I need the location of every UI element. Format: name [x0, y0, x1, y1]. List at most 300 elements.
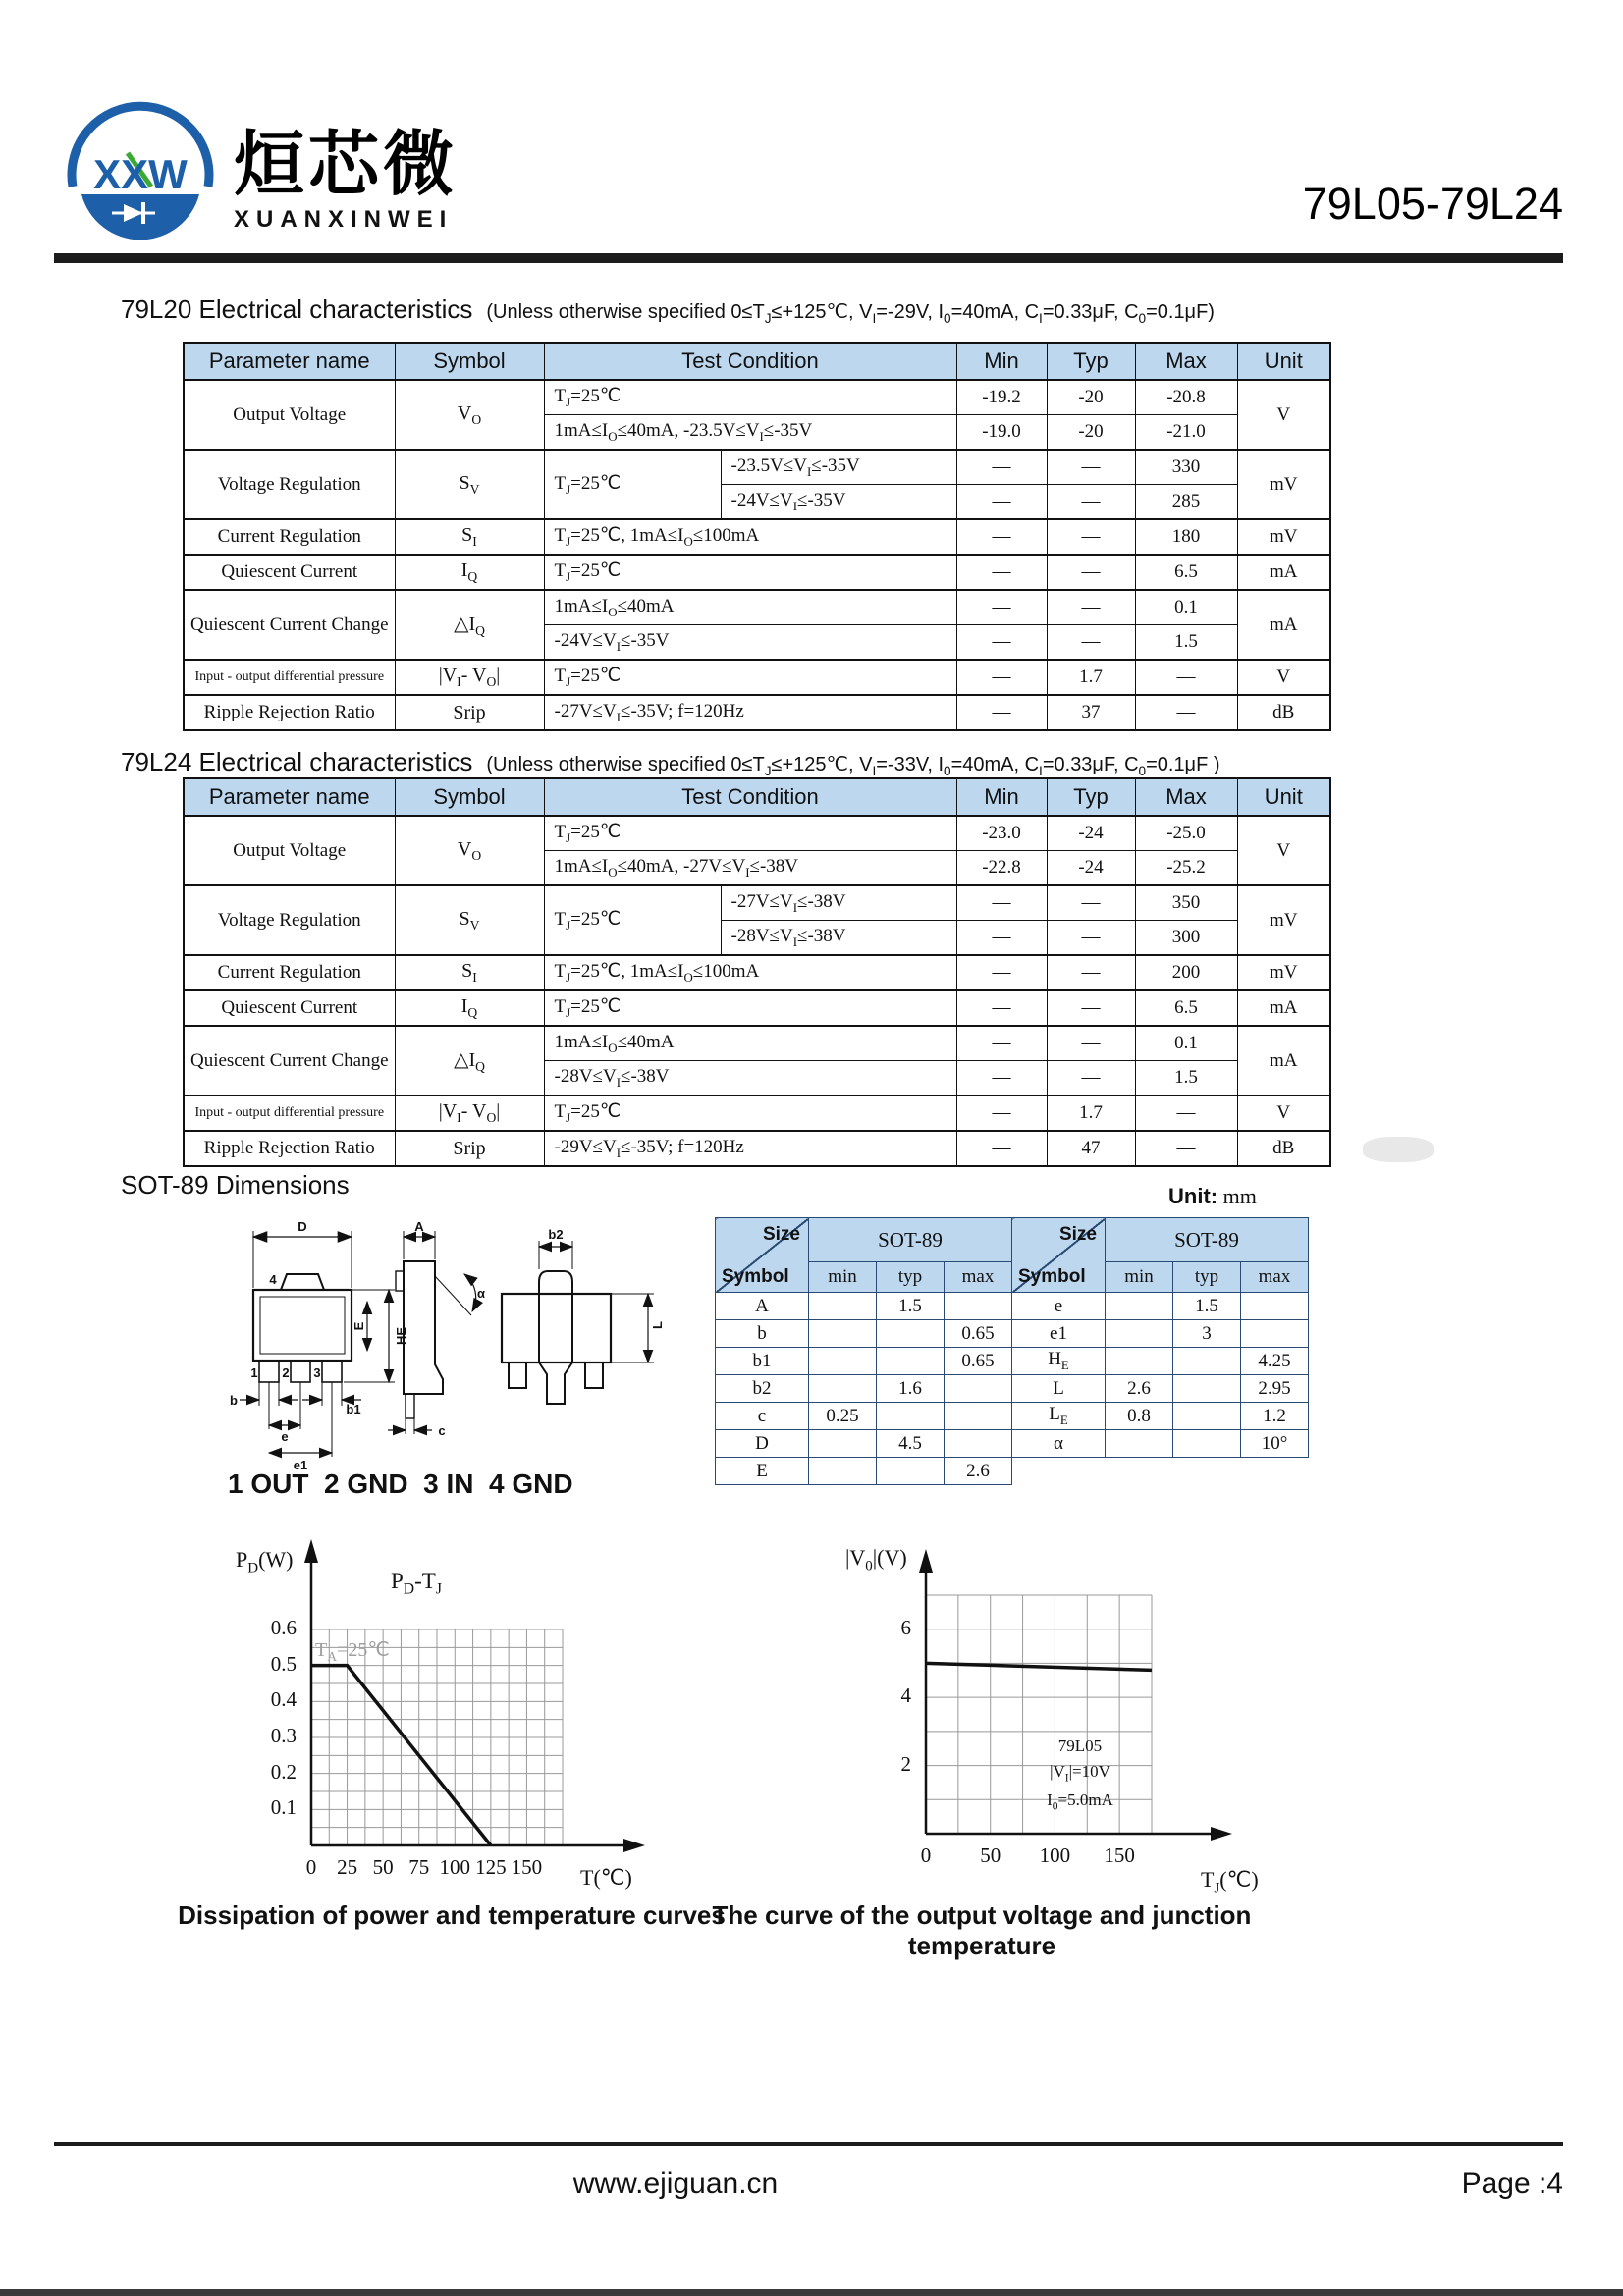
table-cell: 0.8 — [1106, 1403, 1173, 1430]
table-cell: Output Voltage — [184, 380, 395, 450]
x-tick-label: 125 — [475, 1855, 507, 1879]
table-row — [184, 885, 1330, 921]
column-header: Symbol — [395, 778, 544, 816]
table-cell: 1.7 — [1047, 1095, 1135, 1131]
table-cell — [945, 1430, 1012, 1458]
table-cell: 47 — [1047, 1131, 1135, 1166]
table-cell: — — [1047, 990, 1135, 1026]
table-cell: L — [1012, 1375, 1106, 1403]
table-cell: V — [1237, 1095, 1330, 1131]
section-title: SOT-89 Dimensions — [121, 1170, 350, 1200]
table-cell — [809, 1348, 877, 1375]
table-cell: Quiescent Current — [184, 555, 395, 590]
table-cell: mA — [1237, 555, 1330, 590]
unit-label: Unit: — [1168, 1184, 1218, 1208]
table-cell: 0.25 — [809, 1403, 877, 1430]
table-row — [716, 1403, 1309, 1430]
table-cell: 1.6 — [877, 1375, 945, 1403]
table-cell: E — [716, 1458, 809, 1485]
table-cell — [945, 1375, 1012, 1403]
footer-rule — [54, 2142, 1563, 2146]
table-cell — [809, 1320, 877, 1348]
section-heading-79l20 — [121, 294, 1215, 326]
table-cell: 0.1 — [1135, 590, 1237, 625]
table-row — [184, 955, 1330, 990]
table-cell: $S_I$ — [395, 519, 544, 555]
x-tick-label: 25 — [337, 1855, 358, 1879]
sot89-dimensions-table — [715, 1217, 1309, 1485]
table-cell: V — [1237, 816, 1330, 885]
table-cell: mA — [1237, 1026, 1330, 1095]
table-cell: $\triangle I_Q$ — [395, 1026, 544, 1095]
table-cell: 2.6 — [945, 1458, 1012, 1485]
x-tick-label: 0 — [920, 1843, 932, 1867]
empty-cell — [1012, 1458, 1309, 1485]
table-cell: — — [1135, 1095, 1237, 1131]
table-row — [184, 380, 1330, 415]
y-axis-label: $P_D(W)$ — [236, 1547, 294, 1576]
table-cell: mV — [1237, 450, 1330, 519]
table-row — [716, 1348, 1309, 1375]
y-tick-label: 2 — [900, 1751, 911, 1776]
table-cell: 6.5 — [1135, 990, 1237, 1026]
column-header: Symbol — [395, 343, 544, 380]
table-cell: -24 — [1047, 816, 1135, 851]
table-cell: — — [956, 660, 1047, 695]
section-title: 79L20 Electrical characteristics — [121, 294, 473, 324]
table-cell: 4.5 — [877, 1430, 945, 1458]
website-url: www.ejiguan.cn — [572, 2167, 779, 2200]
table-cell: $|V_I-$ $V_O|$ — [395, 1095, 544, 1131]
electrical-characteristics-table-79l24 — [183, 777, 1331, 1167]
table-cell: — — [956, 555, 1047, 590]
table-cell: $T_J=25℃$ — [544, 816, 956, 851]
table-cell — [1241, 1293, 1309, 1320]
subcolumn-header: min — [1106, 1262, 1173, 1293]
table-row — [184, 1026, 1330, 1061]
table-cell — [1173, 1375, 1241, 1403]
table-cell: — — [956, 955, 1047, 990]
table-cell: 1.5 — [1173, 1293, 1241, 1320]
table-cell — [1106, 1348, 1173, 1375]
table-cell: $V_O$ — [395, 816, 544, 885]
y-axis-label: $|V_0|(V)$ — [845, 1545, 907, 1575]
table-cell: — — [1047, 625, 1135, 661]
table-cell: — — [1047, 1026, 1135, 1061]
column-header: Max — [1135, 778, 1237, 816]
table-cell: 10° — [1241, 1430, 1309, 1458]
package-name-header: SOT-89 — [809, 1218, 1012, 1262]
table-cell: mV — [1237, 955, 1330, 990]
table-cell — [945, 1403, 1012, 1430]
table-cell: 4.25 — [1241, 1348, 1309, 1375]
x-tick-label: 50 — [372, 1855, 394, 1879]
table-cell: 0.65 — [945, 1348, 1012, 1375]
table-cell: Ripple Rejection Ratio — [184, 1131, 395, 1166]
subcolumn-header: max — [945, 1262, 1012, 1293]
table-cell: $-28V\le V_I\le-38V$ — [721, 921, 956, 956]
table-cell: — — [1047, 450, 1135, 485]
table-row — [184, 1131, 1330, 1166]
chart-caption: The curve of the output voltage and junction temperature — [712, 1900, 1252, 1960]
table-header-row — [716, 1218, 1309, 1262]
table-cell: — — [1047, 921, 1135, 956]
column-header: Min — [956, 778, 1047, 816]
table-cell: 2.95 — [1241, 1375, 1309, 1403]
table-cell: $T_J=25℃$ — [544, 450, 721, 519]
section-heading-79l24 — [121, 747, 1220, 778]
table-cell: Output Voltage — [184, 816, 395, 885]
table-cell: Input - output differential pressure — [184, 660, 395, 695]
pin2-label: 2 — [282, 1365, 290, 1380]
table-cell — [877, 1348, 945, 1375]
table-cell: — — [956, 450, 1047, 485]
y-tick-label: 4 — [900, 1683, 911, 1708]
table-cell: 330 — [1135, 450, 1237, 485]
table-cell — [877, 1403, 945, 1430]
electrical-characteristics-table-79l20 — [183, 342, 1331, 731]
table-cell: -22.8 — [956, 851, 1047, 886]
table-cell: $H_E$ — [1012, 1348, 1106, 1375]
chart-output-voltage-vs-temperature — [839, 1523, 1311, 1926]
x-tick-label: 0 — [305, 1855, 317, 1879]
table-cell: $|V_I-$ $V_O|$ — [395, 660, 544, 695]
x-tick-label: 100 — [439, 1855, 471, 1879]
table-cell — [1173, 1403, 1241, 1430]
table-cell: $T_J=25℃$ — [544, 990, 956, 1026]
dim-label-L: L — [650, 1321, 665, 1329]
dim-label-alpha: α — [477, 1286, 485, 1301]
dim-label-b: b — [230, 1393, 238, 1408]
chart-caption: Dissipation of power and temperature curves — [178, 1900, 726, 1930]
table-cell: $T_J=25℃$ — [544, 380, 956, 415]
column-header: Unit — [1237, 778, 1330, 816]
table-row — [184, 555, 1330, 590]
table-row — [716, 1320, 1309, 1348]
table-cell: $1mA\le I_O\le 40mA$, $-27V\le V_I\le-38V$ — [544, 851, 956, 886]
table-cell: 0.65 — [945, 1320, 1012, 1348]
pin-legend: 1 OUT 2 GND 3 IN 4 GND — [228, 1468, 573, 1499]
table-cell — [877, 1320, 945, 1348]
x-tick-label: 150 — [1104, 1843, 1135, 1867]
table-cell — [809, 1293, 877, 1320]
table-cell: α — [1012, 1430, 1106, 1458]
y-axis-arrow — [919, 1549, 933, 1573]
table-cell — [809, 1375, 877, 1403]
brand-emblem-icon — [57, 90, 224, 240]
package-name-header: SOT-89 — [1106, 1218, 1309, 1262]
table-cell: — — [1135, 695, 1237, 730]
table-cell: mV — [1237, 885, 1330, 955]
table-cell: V — [1237, 380, 1330, 450]
table-cell: -19.0 — [956, 415, 1047, 451]
logo-monogram: XXW — [93, 151, 188, 197]
subcolumn-header: typ — [1173, 1262, 1241, 1293]
table-cell: $T_J=25℃$ — [544, 1095, 956, 1131]
table-cell: — — [956, 990, 1047, 1026]
column-header: Typ — [1047, 343, 1135, 380]
table-cell: $1mA\le I_O\le 40mA$ — [544, 1026, 956, 1061]
table-cell: Quiescent Current Change — [184, 590, 395, 660]
y-tick-label: 0.1 — [270, 1795, 297, 1820]
table-cell: $\triangle I_Q$ — [395, 590, 544, 660]
brand-name-chinese: 烜芯微 — [234, 126, 459, 204]
dim-label-A: A — [414, 1219, 424, 1234]
table-cell — [877, 1458, 945, 1485]
table-cell — [945, 1293, 1012, 1320]
table-cell: $V_O$ — [395, 380, 544, 450]
column-header: Unit — [1237, 343, 1330, 380]
table-cell: Voltage Regulation — [184, 885, 395, 955]
table-cell: 1.2 — [1241, 1403, 1309, 1430]
table-cell: $T_J=25℃$ — [544, 885, 721, 955]
table-cell: 350 — [1135, 885, 1237, 921]
table-cell: V — [1237, 660, 1330, 695]
table-cell: $I_Q$ — [395, 555, 544, 590]
chart-power-dissipation — [211, 1523, 682, 1926]
dim-label-E: E — [352, 1321, 366, 1331]
table-row — [716, 1430, 1309, 1458]
table-cell: — — [956, 885, 1047, 921]
subcolumn-header: typ — [877, 1262, 945, 1293]
table-cell: — — [956, 921, 1047, 956]
table-cell: b2 — [716, 1375, 809, 1403]
table-cell: mA — [1237, 590, 1330, 660]
y-tick-label: 0.5 — [270, 1651, 297, 1676]
table-cell: 2.6 — [1106, 1375, 1173, 1403]
x-tick-label: 75 — [408, 1855, 430, 1879]
table-cell: $-29V\le V_I\le-35V$; f=120Hz — [544, 1131, 956, 1166]
table-cell: — — [1047, 519, 1135, 555]
table-cell: Current Regulation — [184, 955, 395, 990]
table-cell: $L_E$ — [1012, 1403, 1106, 1430]
section-heading-dimensions — [121, 1170, 350, 1201]
table-cell: — — [956, 1026, 1047, 1061]
data-series-line — [926, 1663, 1152, 1670]
table-cell — [1106, 1293, 1173, 1320]
y-tick-label: 6 — [900, 1615, 911, 1639]
column-header: Min — [956, 343, 1047, 380]
page-number: Page :4 — [1461, 2167, 1563, 2200]
table-cell: Voltage Regulation — [184, 450, 395, 519]
test-conditions: (Unless otherwise specified $0\le T_J\le+125℃$, $V_I=-29V$, $I_0=40mA$, $C_I=0.33\mu F$, $C_0=0.1\mu F$) — [486, 301, 1215, 326]
table-cell: -23.0 — [956, 816, 1047, 851]
table-row — [716, 1375, 1309, 1403]
table-cell: — — [1047, 555, 1135, 590]
table-row — [716, 1293, 1309, 1320]
table-cell: $-27V\le V_I\le-38V$ — [721, 885, 956, 921]
dim-label-e: e — [281, 1429, 289, 1444]
subcolumn-header: max — [1241, 1262, 1309, 1293]
unit-value: mm — [1222, 1184, 1257, 1208]
pin1-label: 1 — [250, 1365, 258, 1380]
unit-note — [1168, 1184, 1257, 1209]
table-cell: c — [716, 1403, 809, 1430]
pin4-label: 4 — [269, 1272, 277, 1287]
table-header-row — [184, 778, 1330, 816]
table-cell: Quiescent Current Change — [184, 1026, 395, 1095]
table-cell: 1.5 — [877, 1293, 945, 1320]
table-cell: $T_J=25℃$, $1mA\le I_O\le 100mA$ — [544, 955, 956, 990]
table-cell: A — [716, 1293, 809, 1320]
table-row — [184, 519, 1330, 555]
table-row — [716, 1458, 1309, 1485]
table-cell — [809, 1458, 877, 1485]
size-symbol-corner-cell: Size Symbol — [716, 1218, 809, 1293]
table-cell: Quiescent Current — [184, 990, 395, 1026]
table-cell: $S_V$ — [395, 450, 544, 519]
table-cell: — — [956, 1131, 1047, 1166]
dim-label-HE: HE — [394, 1326, 408, 1346]
table-cell: $T_J=25℃$, $1mA\le I_O\le 100mA$ — [544, 519, 956, 555]
table-cell: -20 — [1047, 415, 1135, 451]
table-cell: Srip — [395, 695, 544, 730]
table-cell: Ripple Rejection Ratio — [184, 695, 395, 730]
scan-artifact — [1363, 1137, 1434, 1162]
table-cell: — — [956, 695, 1047, 730]
table-cell: -21.0 — [1135, 415, 1237, 451]
table-cell: $1mA\le I_O\le 40mA$, $-23.5V\le V_I\le-35V$ — [544, 415, 956, 451]
header-rule — [54, 253, 1563, 263]
table-cell: 3 — [1173, 1320, 1241, 1348]
table-cell: — — [956, 519, 1047, 555]
table-cell: 300 — [1135, 921, 1237, 956]
table-cell — [1106, 1430, 1173, 1458]
table-row — [184, 450, 1330, 485]
table-row — [184, 695, 1330, 730]
x-tick-label: 150 — [511, 1855, 543, 1879]
table-cell: $-24V\le V_I\le-35V$ — [544, 625, 956, 661]
table-row — [184, 590, 1330, 625]
document-title: 79L05-79L24 — [1302, 179, 1563, 229]
table-cell: $I_Q$ — [395, 990, 544, 1026]
brand-text — [234, 126, 459, 234]
table-cell: 1.7 — [1047, 660, 1135, 695]
table-cell: — — [1047, 885, 1135, 921]
table-cell: $-27V\le V_I\le-35V$; f=120Hz — [544, 695, 956, 730]
x-tick-label: 50 — [980, 1843, 1001, 1867]
table-cell: $T_J=25℃$ — [544, 555, 956, 590]
table-cell: mA — [1237, 990, 1330, 1026]
table-cell: $1mA\le I_O\le 40mA$ — [544, 590, 956, 625]
chart-annotation: $T_A=25℃$ — [315, 1639, 390, 1664]
package-outline-drawing — [157, 1217, 687, 1492]
table-cell: $S_I$ — [395, 955, 544, 990]
table-cell: $-24V\le V_I\le-35V$ — [721, 485, 956, 520]
table-cell: mV — [1237, 519, 1330, 555]
table-cell: dB — [1237, 1131, 1330, 1166]
table-cell: — — [1047, 485, 1135, 520]
y-tick-label: 0.6 — [270, 1616, 297, 1639]
table-cell: -25.2 — [1135, 851, 1237, 886]
table-cell: $T_J=25℃$ — [544, 660, 956, 695]
table-cell: 200 — [1135, 955, 1237, 990]
table-cell: -20 — [1047, 380, 1135, 415]
table-cell: $S_V$ — [395, 885, 544, 955]
column-header: Max — [1135, 343, 1237, 380]
column-header: Parameter name — [184, 343, 395, 380]
x-axis-label: $T_J(℃)$ — [1201, 1867, 1259, 1896]
table-cell: — — [1047, 1061, 1135, 1096]
table-cell: — — [1047, 955, 1135, 990]
dim-label-b1: b1 — [346, 1402, 361, 1416]
column-header: Test Condition — [544, 778, 956, 816]
table-row — [184, 1095, 1330, 1131]
table-cell: — — [956, 590, 1047, 625]
table-cell: dB — [1237, 695, 1330, 730]
brand-name-english: XUANXINWEI — [234, 206, 454, 233]
table-cell: 285 — [1135, 485, 1237, 520]
table-cell: b1 — [716, 1348, 809, 1375]
table-cell — [1106, 1320, 1173, 1348]
table-cell: 1.5 — [1135, 625, 1237, 661]
table-cell — [809, 1430, 877, 1458]
column-header: Test Condition — [544, 343, 956, 380]
table-cell: Srip — [395, 1131, 544, 1166]
x-axis-label: T(℃) — [580, 1865, 632, 1890]
table-row — [184, 990, 1330, 1026]
table-cell: — — [1135, 660, 1237, 695]
table-cell: — — [1047, 590, 1135, 625]
table-cell: — — [956, 1095, 1047, 1131]
table-cell: -25.0 — [1135, 816, 1237, 851]
table-cell: 1.5 — [1135, 1061, 1237, 1096]
table-cell: — — [956, 1061, 1047, 1096]
table-cell: e — [1012, 1293, 1106, 1320]
size-symbol-corner-cell: Size Symbol — [1012, 1218, 1106, 1293]
page-edge — [0, 2289, 1623, 2296]
x-tick-label: 100 — [1039, 1843, 1071, 1867]
y-tick-label: 0.3 — [270, 1724, 297, 1747]
subcolumn-header: min — [809, 1262, 877, 1293]
chart-title: $P_D-T_J$ — [391, 1569, 442, 1598]
table-cell: 37 — [1047, 695, 1135, 730]
table-cell: — — [956, 485, 1047, 520]
table-cell — [1173, 1348, 1241, 1375]
table-cell: — — [1135, 1131, 1237, 1166]
table-cell: -19.2 — [956, 380, 1047, 415]
dim-label-D: D — [298, 1219, 307, 1234]
chart-annotation: 79L05 $|V_I|=10V$ $I_0=5.0mA$ — [1047, 1736, 1113, 1813]
table-cell — [1241, 1320, 1309, 1348]
column-header: Typ — [1047, 778, 1135, 816]
table-cell: Input - output differential pressure — [184, 1095, 395, 1131]
x-axis-arrow — [623, 1839, 645, 1852]
column-header: Parameter name — [184, 778, 395, 816]
y-axis-arrow — [304, 1539, 318, 1563]
dim-label-c: c — [438, 1423, 446, 1438]
table-row — [184, 660, 1330, 695]
brand-logo — [57, 90, 458, 240]
y-tick-label: 0.2 — [270, 1759, 297, 1784]
table-row — [184, 816, 1330, 851]
section-title: 79L24 Electrical characteristics — [121, 747, 473, 776]
table-cell: e1 — [1012, 1320, 1106, 1348]
table-cell: $-28V\le V_I\le-38V$ — [544, 1061, 956, 1096]
table-cell: 180 — [1135, 519, 1237, 555]
table-cell: — — [956, 625, 1047, 661]
table-cell: 6.5 — [1135, 555, 1237, 590]
dim-label-e1: e1 — [293, 1458, 308, 1472]
y-tick-label: 0.4 — [270, 1687, 297, 1712]
table-cell: b — [716, 1320, 809, 1348]
table-cell: $-23.5V\le V_I\le-35V$ — [721, 450, 956, 485]
table-header-row — [184, 343, 1330, 380]
table-cell: 0.1 — [1135, 1026, 1237, 1061]
table-cell: Current Regulation — [184, 519, 395, 555]
table-cell: -20.8 — [1135, 380, 1237, 415]
table-cell: -24 — [1047, 851, 1135, 886]
